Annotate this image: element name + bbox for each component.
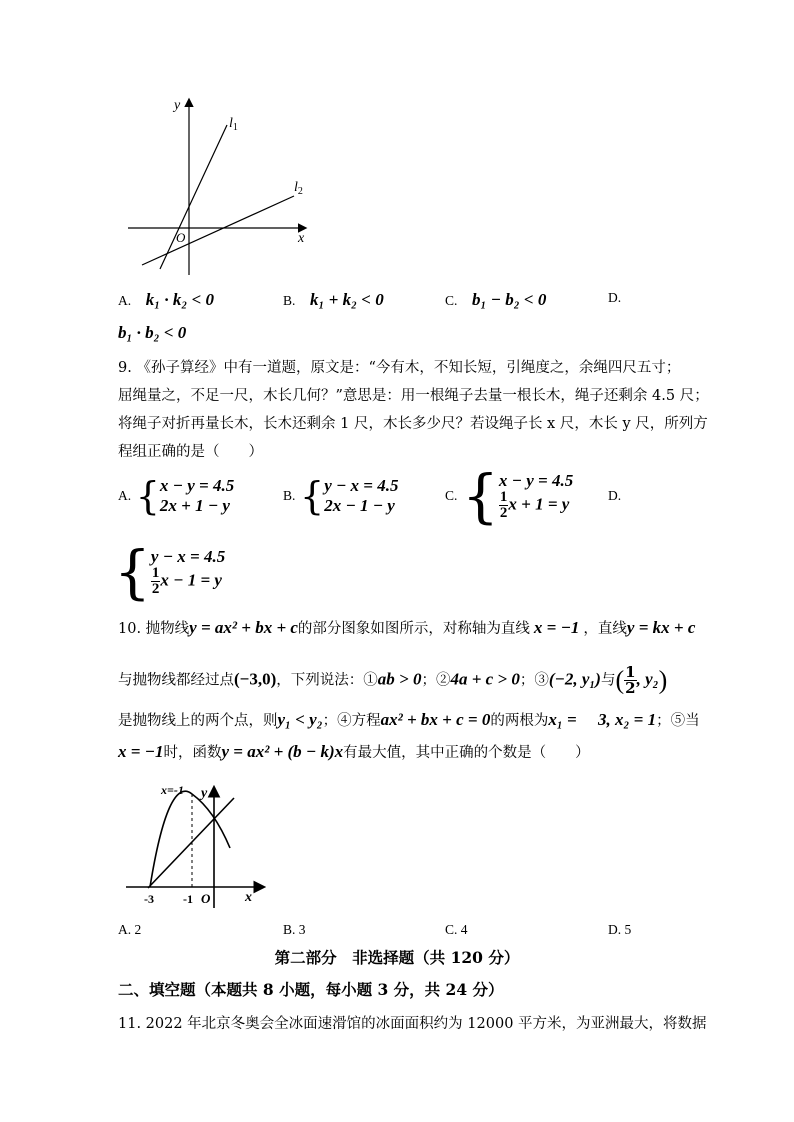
q10-tick-minus3: -3	[144, 892, 154, 906]
q10-option-d[interactable]: D. 5	[608, 922, 632, 937]
q8-figure	[120, 95, 320, 275]
q8-y-label: y	[174, 98, 181, 113]
q10-tick-minus1: -1	[183, 892, 193, 906]
q10-option-a[interactable]: A. 2	[118, 922, 142, 937]
q8-option-d[interactable]: D.	[608, 290, 622, 305]
q9-text-line4: 程组正确的是（ ）	[118, 444, 263, 460]
q9-option-d[interactable]: D.	[608, 488, 622, 503]
q10-option-c[interactable]: C. 4	[445, 922, 468, 937]
q8-l2-label: $l_2$	[294, 180, 303, 197]
q11-text: 11. 2022 年北京冬奥会全冰面速滑馆的冰面面积约为 12000 平方米，为亚洲最大，将数据	[118, 1016, 707, 1032]
q9-option-a[interactable]: A. {x − y = 4.5 2x + 1 − y	[118, 474, 235, 518]
part2-title: 第二部分 非选择题（共 120 分）	[274, 948, 520, 967]
q8-origin-label: O	[176, 230, 186, 245]
q8-l1-label: $l_1$	[229, 116, 238, 133]
q8-option-a[interactable]: A. k₁ · k₂ < 0	[118, 290, 215, 309]
q8-option-c[interactable]: C. b₁ − b₂ < 0	[445, 290, 547, 309]
q10-figure	[118, 780, 268, 910]
q10-x-label: x	[245, 890, 252, 905]
q10-option-b[interactable]: B. 3	[283, 922, 306, 937]
q9-option-b[interactable]: B. {y − x = 4.5 2x − 1 − y	[283, 474, 399, 518]
q10-text-line2: 与抛物线都经过点(−3,0)，下列说法：①ab > 0；②4a + c > 0；③(−2, y₁)与( $\frac{1}{2}$ , y₂)	[118, 663, 668, 697]
q9-text-line1: 9. 《孙子算经》中有一道题，原文是：“今有木，不知长短，引绳度之，余绳四尺五寸；	[118, 360, 681, 376]
q8-line-l1	[160, 125, 227, 269]
q10-y-label: y	[201, 786, 208, 801]
q10-axis-label: x=-1	[161, 783, 184, 797]
section-fill-in-heading: 二、填空题（本题共 8 小题，每小题 3 分，共 24 分）	[118, 980, 504, 999]
q9-option-c[interactable]: C. {x − y = 4.5 $\frac{1}{2}$ x + 1 = y	[445, 462, 574, 530]
q10-text-line1: 10. 抛物线y = ax² + bx + c的部分图象如图所示，对称轴为直线 x = −1 ，直线y = kx + c	[118, 618, 696, 637]
q10-origin-label: O	[201, 891, 211, 906]
q8-option-d-expr: b₁ · b₂ < 0	[118, 323, 187, 342]
q10-line	[148, 798, 234, 888]
q10-text-line4: x = −1时，函数y = ax² + (b − k)x有最大值，其中正确的个数是（ ）	[118, 742, 590, 761]
q8-option-b[interactable]: B. k₁ + k₂ < 0	[283, 290, 384, 309]
q8-line-l2	[142, 196, 294, 265]
q9-text-line2: 屈绳量之，不足一尺，木长几何？”意思是：用一根绳子去量一根长木，绳子还剩余 4.5 尺；	[118, 388, 709, 404]
q9-option-d-system: {y − x = 4.5 $\frac{1}{2}$ x − 1 = y	[114, 538, 226, 606]
q8-x-label: x	[298, 231, 305, 246]
q10-text-line3: 是抛物线上的两个点，则y₁ < y₂；④方程ax² + bx + c = 0的两根为x₁ = 3, x₂ = 1；⑤当	[118, 710, 700, 729]
q9-text-line3: 将绳子对折再量长木，长木还剩余 1 尺，木长多少尺？若设绳子长 x 尺，木长 y 尺，所列方	[118, 416, 708, 432]
